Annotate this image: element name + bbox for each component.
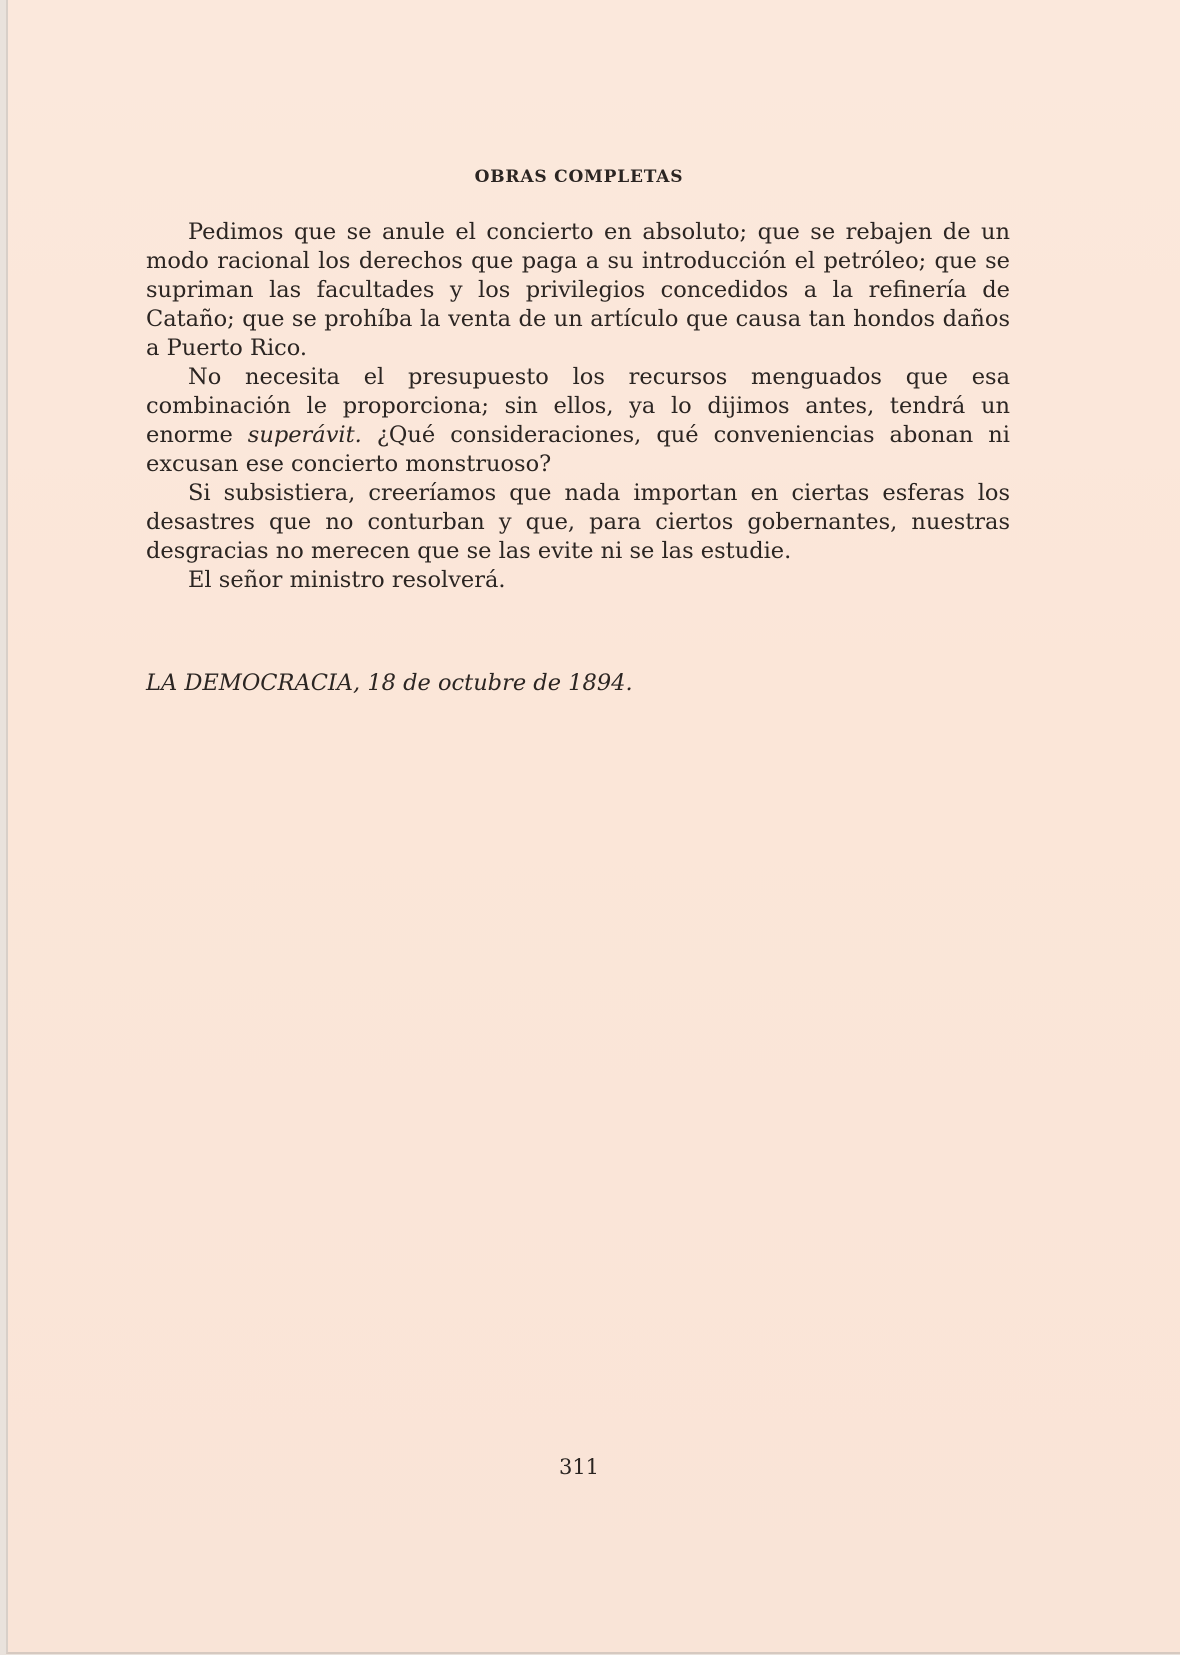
paragraph-2-text-before: No necesita el presupuesto los recursos menguados que esa combinación le proporciona; sin ellos, ya lo dijimos antes, tendrá un enorme [146,364,1010,448]
paragraph-1: Pedimos que se anule el concierto en absoluto; que se rebajen de un modo racional los derechos que paga a su introducción el petróleo; que se supriman las facultades y los privilegios concedidos a la refinería de Cataño; que se prohíba la venta de un artículo que causa tan hondos daños a Puerto Rico. [146,219,1010,361]
paragraph-3: Si subsistiera, creeríamos que nada importan en ciertas esferas los desastres que no conturban y que, para ciertos gobernantes, nuestras desgracias no merecen que se las evite ni se las estudie. [146,480,1010,564]
body-text [146,218,1010,595]
page-number: 311 [558,1455,600,1479]
book-page [6,0,1180,1654]
paragraph-2-italic-term: superávit. [247,422,362,448]
paragraph-4: El señor ministro resolverá. [188,567,506,593]
running-head: OBRAS COMPLETAS [474,167,684,187]
paragraph-2 [146,363,1010,479]
source-dateline: LA DEMOCRACIA, 18 de octubre de 1894. [146,670,633,696]
paragraph-2-text-after: ¿Qué consideraciones, qué conveniencias abonan ni excusan ese concierto monstruoso? [146,422,1010,477]
